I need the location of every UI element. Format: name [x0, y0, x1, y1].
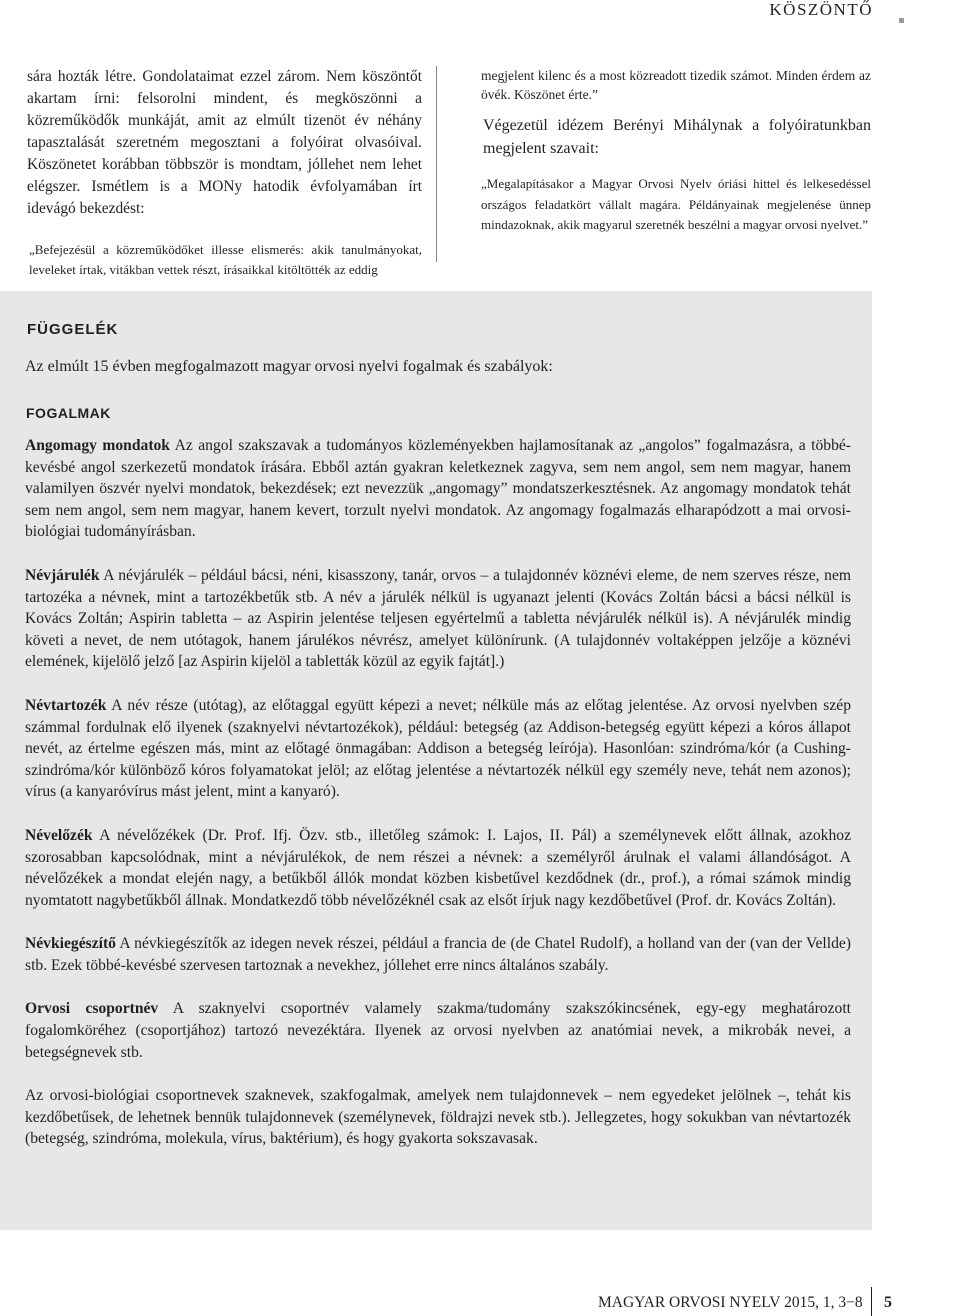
page-number: 5 — [884, 1294, 892, 1311]
entry-term: Orvosi csoportnév — [25, 1000, 159, 1018]
entry-term: Angomagy mondatok — [25, 437, 170, 454]
entry-text: A névkiegészítők az idegen nevek részei, például a francia de (de Chatel Rudolf), a holland van der (van der Vellde) stb. Ezek többé-kevésbé szervesen tartoznak a nevekhez, jóllehet erre nincs általános szabály. — [25, 935, 851, 974]
right-column — [481, 66, 871, 236]
column-divider — [436, 66, 437, 262]
left-column — [27, 66, 422, 280]
right-quote: „Megalapításakor a Magyar Orvosi Nyelv óriási hittel és lelkesedéssel országos feladatkört vállalt magára. Példányainak megjelenése ünnep mindazoknak, akik magyarul szeretnék beszélni a magyar orvosi nyelvet.” — [481, 176, 871, 232]
appendix-intro: Az elmúlt 15 évben megfogalmazott magyar orvosi nyelvi fogalmak és szabályok: — [25, 358, 553, 375]
entry-nevelozek — [25, 825, 851, 911]
entry-text: A névelőzékek (Dr. Prof. Ifj. Özv. stb., illetőleg számok: I. Lajos, II. Pál) a személynevek előtt állnak, azokhoz szorosabban kapcsolódnak, mint a névjárulékok, de nem részei a névnek: a személyről árulnak el valami állandóságot. A névelőzékek a mondat elején nagy, a betűkből állók mondat közben kisbetűvel kezdődnek (dr., prof.), a római számok mindig nyomtatott nagybetűkből állnak. Mondatkezdő több névelőzéknél csak az elsőt írjuk nagy kezdőbetűvel (Prof. dr. Kovács Zoltán). — [25, 826, 851, 909]
right-quote-end: megjelent kilenc és a most közreadott tizedik számot. Minden érdem az övék. Köszönet érte.” — [481, 68, 871, 102]
left-quote: „Befejezésül a közreműködőket illesse elismerés: akik tanulmányokat, leveleket írtak, vitákban vettek részt, írásaikkal kitöltötték az eddig — [29, 242, 422, 277]
entry-term: Névkiegészítő — [25, 935, 116, 953]
left-paragraph: sára hozták létre. Gondolataimat ezzel zárom. Nem köszöntőt akartam írni: felsorolni mindent, és megköszönni a közreműködők munkáját, amit az elmúlt tizenöt év néhány tapasztalását szeretném megosztani a folyóirat olvasóival. Köszönetet korábban többször is mondtam, jóllehet nem lehet elégszer. Ismétlem is a MONy hatodik évfolyamában írt idevágó bekezdést: — [27, 68, 422, 217]
entry-orvosi-csoportnev — [25, 998, 851, 1063]
right-lead: Végezetül idézem Berényi Mihálynak a folyóiratunkban megjelent szavait: — [483, 117, 871, 157]
entry-angomagy — [25, 435, 851, 543]
entry-nevjarulek — [25, 565, 851, 673]
entry-term: Névjárulék — [25, 566, 100, 584]
entry-text: Az orvosi-biológiai csoportnevek szaknevek, szakfogalmak, amelyek nem tulajdonnevek – nem egyedeket jelölnek –, tehát kis kezdőbetűsek, de lehetnek bennük tulajdonnevek (személynevek, földrajzi nevek stb.). Jellegzetes, hogy sokukban van névtartozék (betegség, szindróma, molekula, vírus, baktérium), és hogy gyakorta sokszavasak. — [25, 1087, 851, 1148]
appendix-heading: FÜGGELÉK — [27, 321, 119, 338]
entry-list — [25, 435, 851, 1172]
appendix-box — [0, 291, 872, 1230]
entry-nevtartozek — [25, 695, 851, 803]
running-header: KÖSZÖNTŐ — [769, 0, 873, 19]
footer-separator — [871, 1287, 872, 1316]
entry-csoportnev-continued — [25, 1085, 851, 1150]
appendix-subheading: FOGALMAK — [26, 405, 111, 421]
header-square-mark — [899, 18, 904, 23]
entry-text: Az angol szakszavak a tudományos közleményekben hajlamosítanak az „angolos” fogalmazásra, a többé-kevésbé angol szerkezetű mondatok írására. Ebből aztán gyakran keletkeznek zagyva, sem nem angol, sem nem magyar, hanem valamilyen öszvér nyelvi mondatok, bekezdések; ezt nevezzük „angomagy” mondatszerkesztésnek. Az angomagy mondatok tehát sem nem angol, sem nem magyar, hanem kevert, torzult nyelvi mondatok. Az angomagy fogalmazás elharapódzott a mai orvosi-biológiai tudományírásban. — [25, 437, 851, 541]
entry-text: A név része (utótag), az előtaggal együtt képezi a nevet; nélküle más az előtag jelentése. Az orvosi nyelvben szép számmal fordulnak elő ilyenek (szaknyelvi névtartozékok), például: betegség (az Addison-betegség együtt képezi a kóros állapot nevét, az értelme egészen más, mint az előtagé önmagában: Addison a betegség leírója). Hasonlóan: szindróma/kór (a Cushing-szindróma/kór különböző kóros folyamatokat jelöl; az előtag jelentése a névtartozék nélkül egy személy neve, tehát nem azonos); vírus (a kanyaróvírus mást jelent, mint a kanyaró). — [25, 696, 851, 801]
entry-text: A névjárulék – például bácsi, néni, kisasszony, tanár, orvos – a tulajdonnév köznévi eleme, de nem szerves része, nem tartozéka a névnek, mint a tartozékbetűk stb. A név a járulék nélkül is ugyanazt jelenti (Kovács Zoltán bácsi a bácsi nélkül is Kovács Zoltán; Aspirin tabletta – az Aspirin jelentése teljesen egyértelmű a tabletta névjárulék nélkül is). A névjárulék mindig követi a nevet, de nem utótagok, hanem járulékos névrész, amelyet különírunk. (A tulajdonnév voltaképpen jelzője a köznévi elemének, kijelölő jelző [az Aspirin kijelöl a tabletták közül az egyik fajtát].) — [25, 566, 851, 671]
entry-term: Névtartozék — [25, 696, 107, 714]
footer-journal-citation: MAGYAR ORVOSI NYELV 2015, 1, 3−8 — [598, 1294, 863, 1311]
entry-term: Névelőzék — [25, 826, 93, 844]
entry-nevkiegeszito — [25, 933, 851, 976]
entry-text: A szaknyelvi csoportnév valamely szakma/tudomány szakszókincsének, egy-egy meghatározott fogalomköréhez (csoportjához) tartozó nevezéktára. Ilyenek az orvosi nyelvben az anatómiai nevek, a mikrobák nevei, a betegségnevek stb. — [25, 1000, 851, 1061]
